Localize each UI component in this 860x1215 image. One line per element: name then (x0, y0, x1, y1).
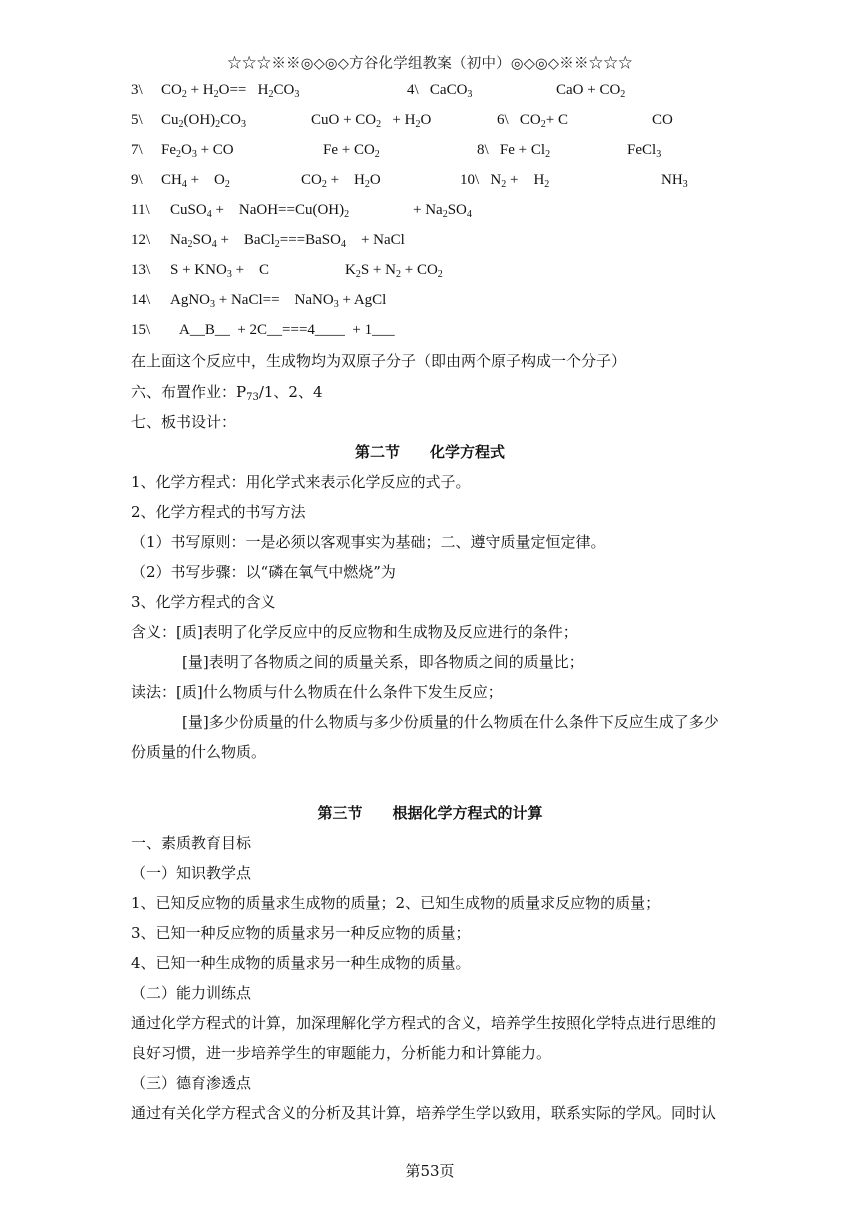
equation-number: 9\ (131, 172, 143, 188)
text-line: 3、已知一种反应物的质量求另一种反应物的质量； (131, 924, 471, 942)
equation-text: 4\ CaCO$_3$ (407, 82, 473, 100)
text-line: [量]多少份质量的什么物质与多少份质量的什么物质在什么条件下反应生成了多少 (182, 713, 719, 731)
page-header: ☆☆☆※※◎◇◎◇方谷化学组教案（初中）◎◇◎◇※※☆☆☆ (227, 56, 633, 72)
equation-number: 11\ (131, 202, 150, 218)
equation-text: CO (652, 112, 673, 128)
equation-number: 5\ (131, 112, 143, 128)
homework-line: 六、布置作业：$P_{73}/1$、2、4 (131, 383, 323, 403)
equation-text: $CO_2 + H_2O== H_2CO_3$ (161, 82, 300, 100)
equation-text: $CH_4$ + $O_2$ (161, 172, 230, 190)
equation-text: $Na_2SO_4$ + BaCl$_2$===BaSO$_4$ + NaCl (170, 232, 405, 250)
text-line: （2）书写步骤：以“磷在氧气中燃烧”为 (131, 563, 396, 581)
equation-number: 13\ (131, 262, 151, 278)
equation-text: $S + KNO_3$ + C (170, 262, 270, 280)
equation-number: 14\ (131, 292, 151, 308)
board-design-line: 七、板书设计： (131, 413, 237, 431)
equation-text: A__B__ + 2C__===4____ + 1___ (179, 322, 395, 338)
equation-number: 3\ (131, 82, 143, 98)
section-title: 第二节 化学方程式 (354, 443, 505, 461)
text-line: 读法：[质]什么物质与什么物质在什么条件下发生反应； (131, 683, 503, 701)
equation-number: 7\ (131, 142, 143, 158)
equation-text: FeCl$_3$ (627, 142, 662, 160)
text-line: 1、已知反应物的质量求生成物的质量；2、已知生成物的质量求反应物的质量； (131, 894, 661, 912)
equation-text: AgNO$_3$ + NaCl== NaNO$_3$ + AgCl (170, 292, 387, 310)
equation-text: CuSO$_4$ + $NaOH==Cu(OH)_2$ (170, 202, 350, 220)
equation-text: $Fe + CO_2$ (323, 142, 380, 160)
text-line: 4、已知一种生成物的质量求另一种生成物的质量。 (131, 954, 471, 972)
text-line: 2、化学方程式的书写方法 (131, 503, 306, 521)
page-number: 第53页 (405, 1162, 455, 1180)
equation-text: CaO + $CO_2$ (556, 82, 626, 100)
equation-text: $K_2S + N_2 + CO_2$ (345, 262, 443, 280)
equation-text: $NH_3$ (661, 172, 688, 190)
equation-text: $Fe_2O_3$ + CO (161, 142, 234, 160)
text-line: （三）德育渗透点 (131, 1074, 252, 1092)
text-line: [量]表明了各物质之间的质量关系，即各物质之间的质量比； (182, 653, 584, 671)
text-line: 通过有关化学方程式含义的分析及其计算，培养学生学以致用，联系实际的学风。同时认 (131, 1104, 717, 1122)
equation-number: 15\ (131, 322, 151, 338)
equation-text: 8\ $Fe + Cl_2$ (477, 142, 551, 160)
text-line: 3、化学方程式的含义 (131, 593, 276, 611)
text-line: （二）能力训练点 (131, 984, 252, 1002)
equation-text: $Cu_2(OH)_2CO_3$ (161, 112, 247, 130)
text-line: （1）书写原则：一是必须以客观事实为基础；二、遵守质量定恒定律。 (131, 533, 606, 551)
equation-number: 12\ (131, 232, 151, 248)
text-line: 良好习惯，进一步培养学生的审题能力，分析能力和计算能力。 (131, 1044, 552, 1062)
reaction-note: 在上面这个反应中，生成物均为双原子分子（即由两个原子构成一个分子） (131, 352, 627, 370)
text-line: 一、素质教育目标 (131, 834, 252, 852)
equation-text: + $Na_2SO_4$ (413, 202, 472, 220)
section-title: 第三节 根据化学方程式的计算 (317, 804, 543, 822)
equation-text: CuO + $CO_2 + H_2O$ (311, 112, 432, 130)
equation-text: $CO_2$ + $H_2O$ (301, 172, 381, 190)
text-line: 含义：[质]表明了化学反应中的反应物和生成物及反应进行的条件； (131, 623, 578, 641)
equation-text: 6\ $CO_2+ C$ (497, 112, 568, 130)
text-line: 通过化学方程式的计算，加深理解化学方程式的含义，培养学生按照化学特点进行思维的 (131, 1014, 717, 1032)
text-line: 1、化学方程式：用化学式来表示化学反应的式子。 (131, 473, 471, 491)
text-line: （一）知识教学点 (131, 864, 252, 882)
equation-text: 10\ $N_2$ + $H_2$ (460, 172, 550, 190)
text-line: 份质量的什么物质。 (131, 743, 267, 761)
